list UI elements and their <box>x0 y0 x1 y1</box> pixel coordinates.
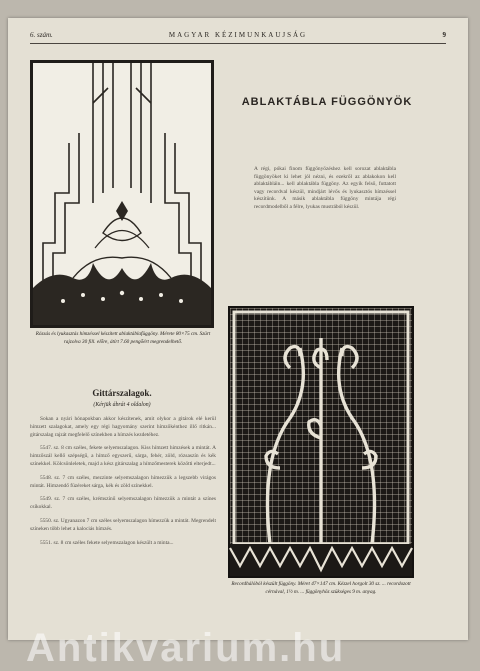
issue-number: 6. szám. <box>30 31 53 39</box>
section-subtitle: (Kérjük ábrát 4 oldalon) <box>93 402 151 408</box>
curtain-caption-2: Recordhálóból készült függöny. Méret 47×147 cm. Kézzel horgolt 30 sz. ... recordozott cérnával, 1½ m. ... függönyhöz szükséges 9 m. anyag. <box>231 581 411 595</box>
section-body <box>30 416 216 553</box>
article-body: A régi, pókai finom függönyözéshez kell sorozat ablaktábla függönyöket ki lehet jól nézni, és ezekről az ablakokon kell ablaktábláin... kell ablaktábla függöny. Az egyik felső, futtatott vagy recordval készül, mindjárt lévős és lyukasztós hímzéssel készítünk. A másik ablaktábla függöny mintája régi recordmodelből a félre, lyukas mustrából készül. <box>254 166 396 210</box>
embroidered-curtain-photo <box>30 60 214 328</box>
watermark: Antikvarium.hu <box>26 626 346 670</box>
page-number: 9 <box>442 31 446 39</box>
running-header <box>30 31 446 44</box>
paragraph: 5550. sz. Ugyanazon 7 cm széles selyemszalagon hímezzük a mintát. Megrendelt színeken több lehet a kalociás hímzés. <box>30 517 216 532</box>
article-title: ABLAKTÁBLA FÜGGÖNYÖK <box>241 96 413 108</box>
paragraph: 5551. sz. 8 cm széles fekete selyemszalagon készült a minta... <box>40 539 174 546</box>
paragraph: 5549. sz. 7 cm széles, krémszínű selyemszalagon hímezzük a mintát a színes csíkokkal. <box>30 496 216 511</box>
filet-lace-curtain-photo <box>228 306 414 578</box>
magazine-page <box>8 18 468 670</box>
paragraph: Sokan a nyári hónapokban akkor készítenek, amit olykor a gitárok elé kerül hímzett szalagokat, amely egy régi hagyomány szerint hímzőkénthez illő ritkán... gitárszalag rajzát megfelelő színekben a hímzés kezdetéhez. <box>30 416 216 438</box>
curtain-caption-1: Rózsás és lyukasztás hímzéssel készített ablaktáblafüggöny. Mérete 80×75 cm. Szürt rajzolva 30 fill. előre, átírt 7.60 pengőért megrendelhető. <box>35 331 211 345</box>
paragraph: 5548. sz. 7 cm széles, mezzinte selyemszalagon hímezzük a legszebb virágos mintát. Himzendő füzéreket sárga, kék és zöld színekkel. <box>30 474 216 489</box>
paragraph: 5547. sz. 8 cm széles, fekete selyemszalagon. Kiss hímzett himzések a mintát. A himzőszál kellő szépségű, a hímző egyszerű, sárga, fehér, zöld, rózsaszín és kék színekkel. Kölcsönleletek, majd a kész gitárszalag a hímzőmesterek közötti elterjedt... <box>30 445 216 467</box>
journal-name: MAGYAR KÉZIMUNKAUJSÁG <box>168 31 308 39</box>
section-heading: Gittárszalagok. <box>92 388 152 398</box>
